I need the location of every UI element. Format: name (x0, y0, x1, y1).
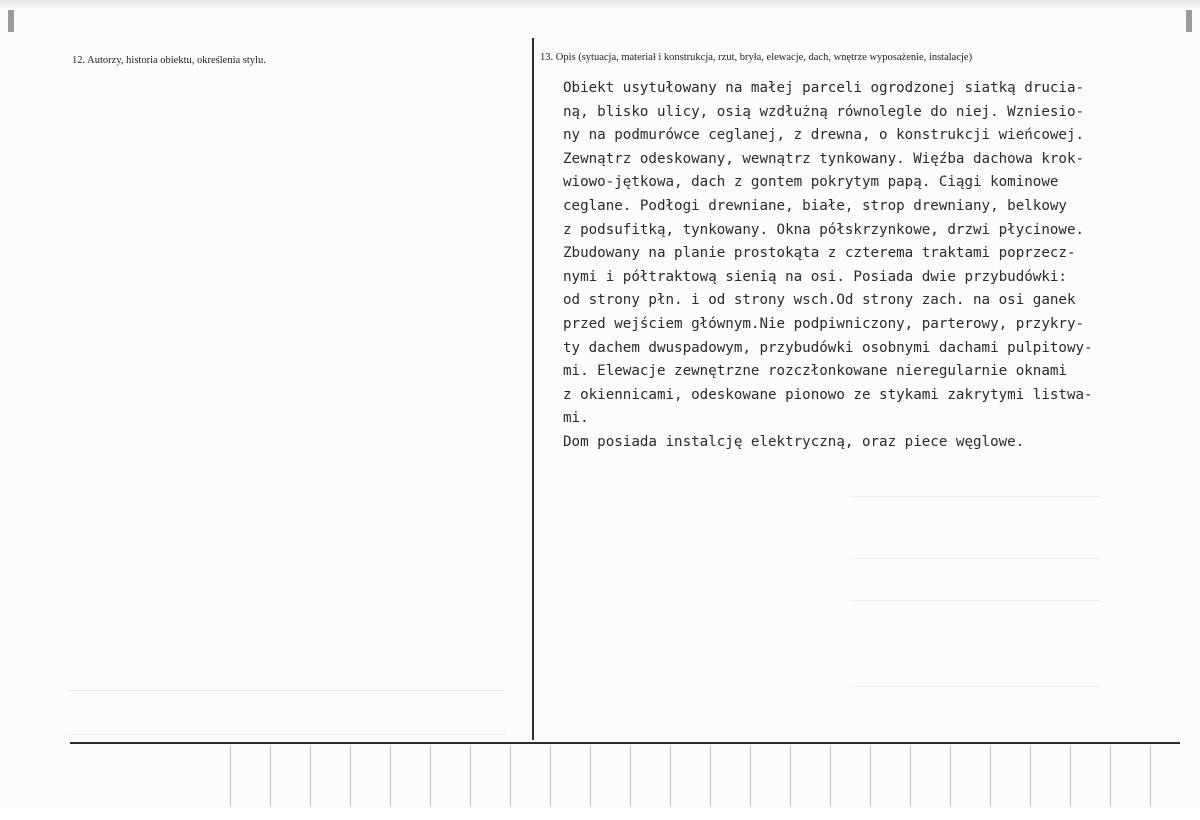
description-text (563, 77, 1188, 455)
description-line: Obiekt usytułowany na małej parceli ogrodzonej siatką druciа- (563, 80, 1085, 96)
description-line: Zewnątrz odeskowany, wewnątrz tynkowany. Więźba dachowa krok- (563, 150, 1085, 167)
description-line: od strony płn. i od strony wsch.Od strony zach. na osi ganek (563, 292, 1076, 309)
description-line: mi. Elewacje zewnętrzne rozczłonkowane nieregularnie oknami (563, 363, 1067, 380)
show-through-line (850, 600, 1100, 601)
cell-divider (750, 745, 751, 807)
cell-divider (590, 745, 591, 807)
cell-divider (230, 745, 231, 807)
show-through-line (850, 496, 1100, 497)
cell-divider (430, 745, 431, 807)
show-through-line (66, 734, 506, 735)
cell-divider (670, 745, 671, 807)
cell-divider (390, 745, 391, 807)
cell-divider (950, 745, 951, 807)
cell-divider (1110, 745, 1111, 807)
corner-mark-left (8, 10, 14, 32)
description-line: nymi i półtraktową sienią na osi. Posiada dwie przybudówki: (563, 268, 1067, 285)
cell-divider (790, 745, 791, 807)
description-line: wiowo-jętkowa, dach z gontem pokrytym papą. Ciągi kominowe (563, 174, 1059, 191)
description-line: Dom posiada instalcję elektryczną, oraz piece węglowe. (563, 433, 1025, 450)
description-line: ceglane. Podłogi drewniane, białe, strop drewniany, belkowy (563, 197, 1067, 214)
section-13-heading: 13. Opis (sytuacja, materiał i konstrukcja, rzut, bryła, elewacje, dach, wnętrze wyposażenie, instalacje) (540, 52, 973, 63)
section-12-heading: 12. Autorzy, historia obiektu, określenia stylu. (72, 55, 266, 66)
description-line: przed wejściem głównym.Nie podpiwniczony, parterowy, przykry- (563, 315, 1085, 332)
cell-divider (470, 745, 471, 807)
cell-divider (550, 745, 551, 807)
description-line: z podsufitką, tynkowany. Okna półskrzynkowe, drzwi płycinowe. (563, 221, 1085, 238)
description-line: Zbudowany na planie prostokąta z czterema traktami poprzecz- (563, 245, 1076, 262)
cell-divider (1030, 745, 1031, 807)
description-line: ty dachem dwuspadowym, przybudówki osobnymi dachami pulpitowy- (563, 339, 1093, 356)
cell-divider (990, 745, 991, 807)
scan-bottom-edge (0, 808, 1200, 820)
cell-divider (830, 745, 831, 807)
description-line: ny na podmurówce ceglanej, z drewna, o konstrukcji wieńcowej. (563, 127, 1085, 144)
cell-divider (510, 745, 511, 807)
show-through-line (66, 690, 506, 691)
description-line: ną, blisko ulicy, osią wzdłużną równolegle do niej. Wzniesio- (563, 103, 1085, 120)
description-line: mi. (563, 410, 589, 427)
bottom-rule (70, 742, 1180, 744)
show-through-line (850, 686, 1100, 687)
scan-top-edge (0, 0, 1200, 8)
cell-divider (310, 745, 311, 807)
cell-divider (350, 745, 351, 807)
cell-divider (910, 745, 911, 807)
cell-divider (1150, 745, 1151, 807)
cell-divider (710, 745, 711, 807)
corner-mark-right (1186, 10, 1192, 32)
cell-divider (630, 745, 631, 807)
cell-divider (270, 745, 271, 807)
cell-divider (870, 745, 871, 807)
bottom-cell-row (78, 745, 1182, 807)
show-through-line (850, 558, 1100, 559)
column-divider (532, 38, 534, 740)
cell-divider (1070, 745, 1071, 807)
description-line: z okiennicami, odeskowane pionowo ze stykami zakrytymi listwa- (563, 386, 1093, 403)
